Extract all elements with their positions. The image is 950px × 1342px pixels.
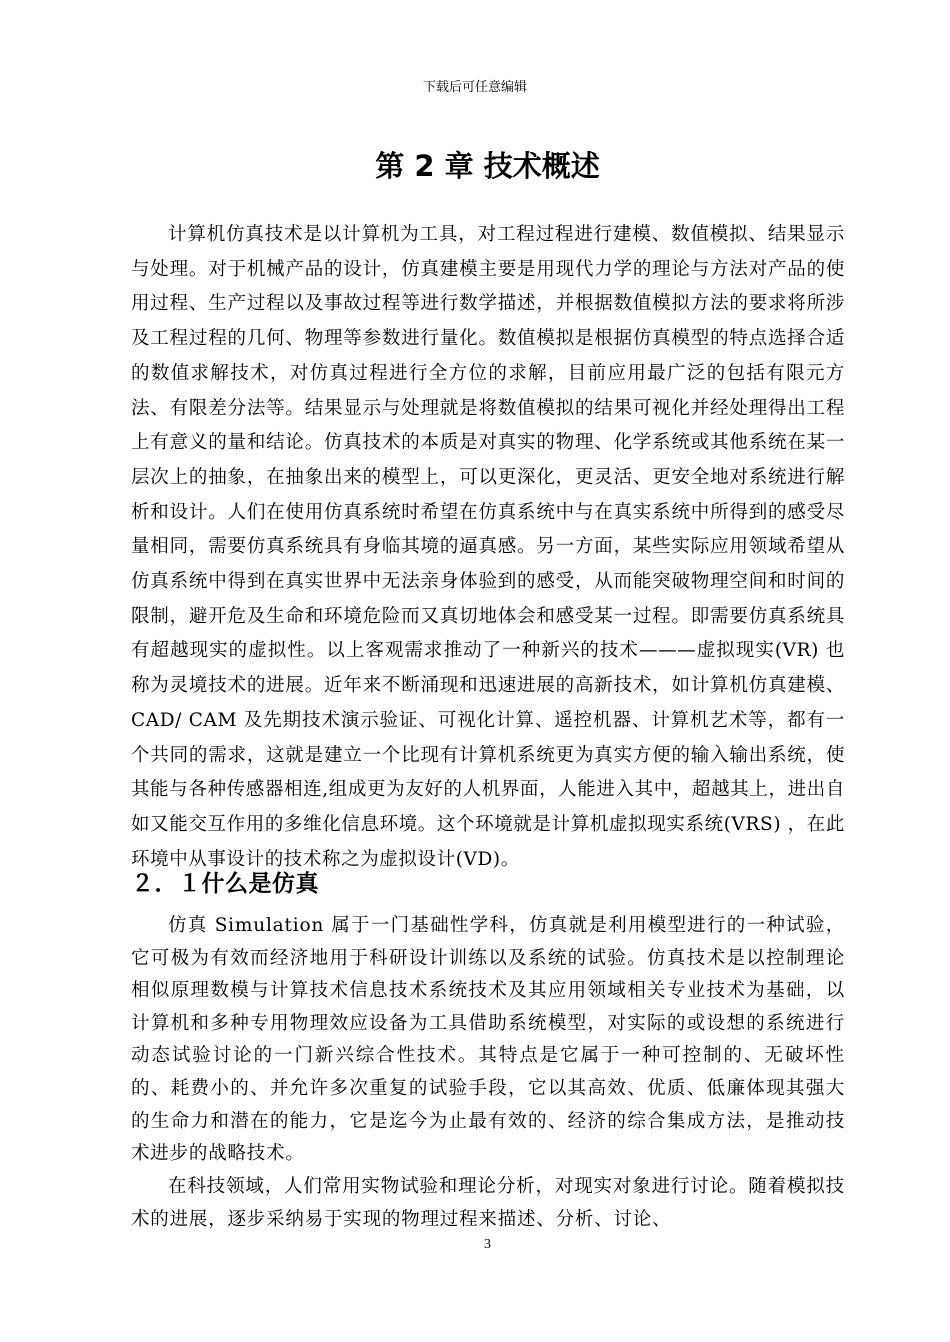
body-paragraph-2: 仿真 Simulation 属于一门基础性学科，仿真就是利用模型进行的一种试验，它可极为有效而经济地用于科研设计训练以及系统的试验。仿真技术是以控制理论相似原理数模与计算技术信息技术系统技术及其应用领域相关专业技术为基础，以计算机和多种专用物理效应设备为工具借助系统模型，对实际的或设想的系统进行动态试验讨论的一门新兴综合性技术。其特点是它属于一种可控制的、无破坏性的、耗费小的、并允许多次重复的试验手段，它以其高效、优质、低廉体现其强大的生命力和潜在的能力，它是迄今为止最有效的、经济的综合集成方法，是推动技术进步的战略技术。 (131, 915, 845, 1165)
page-number: 3 (484, 1237, 491, 1252)
chapter-title: 第 2 章 技术概述 (375, 149, 600, 183)
page-header: 下载后可任意编辑 (422, 80, 527, 95)
section-heading: ２．１什么是仿真 (131, 871, 319, 897)
body-paragraph-3: 在科技领域，人们常用实物试验和理论分析，对现实对象进行讨论。随着模拟技术的进展，逐步采纳易于实现的物理过程来描述、分析、讨论、 (131, 1176, 845, 1230)
body-paragraph-1: 计算机仿真技术是以计算机为工具，对工程过程进行建模、数值模拟、结果显示与处理。对于机械产品的设计，仿真建模主要是用现代力学的理论与方法对产品的使用过程、生产过程以及事故过程等进行数学描述，并根据数值模拟方法的要求将所涉及工程过程的几何、物理等参数进行量化。数值模拟是根据仿真模型的特点选择合适的数值求解技术，对仿真过程进行全方位的求解，目前应用最广泛的包括有限元方法、有限差分法等。结果显示与处理就是将数值模拟的结果可视化并经处理得出工程上有意义的量和结论。仿真技术的本质是对真实的物理、化学系统或其他系统在某一层次上的抽象，在抽象出来的模型上，可以更深化，更灵活、更安全地对系统进行解析和设计。人们在使用仿真系统时希望在仿真系统中与在真实系统中所得到的感受尽量相同，需要仿真系统具有身临其境的逼真感。另一方面，某些实际应用领域希望从仿真系统中得到在真实世界中无法亲身体验到的感受，从而能突破物理空间和时间的限制，避开危及生命和环境危险而又真切地体会和感受某一过程。即需要仿真系统具有超越现实的虚拟性。以上客观需求推动了一种新兴的技术———虚拟现实(VR) 也称为灵境技术的进展。近年来不断涌现和迅速进展的高新技术，如计算机仿真建模、CAD/ CAM 及先期技术演示验证、可视化计算、遥控机器、计算机艺术等，都有一个共同的需求，这就是建立一个比现有计算机系统更为真实方便的输入输出系统，使其能与各种传感器相连,组成更为友好的人机界面，人能进入其中，超越其上，进出自如又能交互作用的多维化信息环境。这个环境就是计算机虚拟现实系统(VRS) ，在此环境中从事设计的技术称之为虚拟设计(VD)。 (131, 224, 845, 870)
